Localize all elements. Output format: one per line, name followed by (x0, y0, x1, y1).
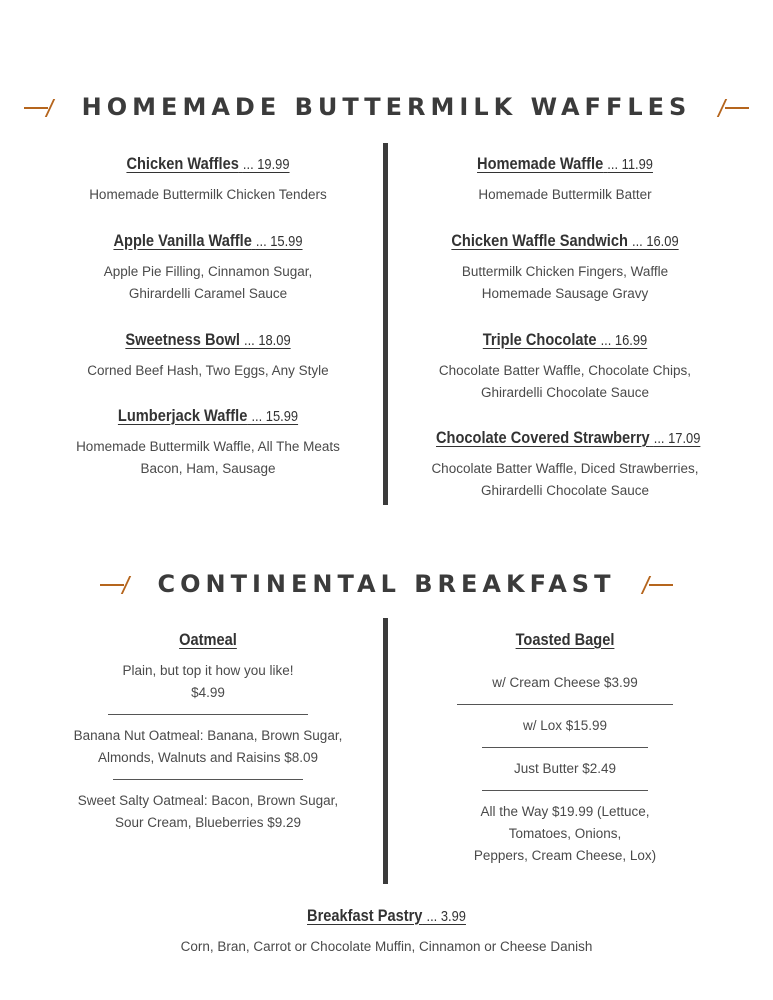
item-description: Corned Beef Hash, Two Eggs, Any Style (87, 363, 329, 378)
item-description: Ghirardelli Caramel Sauce (128, 286, 288, 301)
item-description: Apple Pie Filling, Cinnamon Sugar, (103, 264, 313, 279)
item-name: Lumberjack Waffle ... 15.99 (117, 406, 299, 425)
separator-line (482, 747, 648, 748)
item-description: Chocolate Batter Waffle, Diced Strawberries, (431, 461, 699, 476)
separator-line (482, 790, 648, 791)
item-name: Triple Chocolate ... 16.99 (482, 330, 648, 349)
separator-line (108, 714, 308, 715)
item-description: Bacon, Ham, Sausage (140, 461, 276, 476)
item-name: Homemade Waffle ... 11.99 (477, 154, 653, 173)
item-name: Toasted Bagel (515, 630, 615, 649)
item-name: Chicken Waffles ... 19.99 (126, 154, 290, 173)
item-description: Corn, Bran, Carrot or Chocolate Muffin, Cinnamon or Cheese Danish (180, 939, 593, 954)
bagel-lox: w/ Lox $15.99 (522, 718, 608, 733)
continental-section-title (0, 569, 773, 598)
item-description: Ghirardelli Chocolate Sauce (480, 483, 650, 498)
item-name: Sweetness Bowl ... 18.09 (125, 330, 291, 349)
menu-item-triple-chocolate (415, 330, 715, 404)
bagel-all-the-way: Tomatoes, Onions, (508, 826, 622, 841)
item-description: Ghirardelli Chocolate Sauce (480, 385, 650, 400)
waffles-title-text: HOMEMADE BUTTERMILK WAFFLES (81, 93, 692, 121)
menu-item-apple-vanilla-waffle (58, 231, 358, 305)
item-description: Homemade Buttermilk Batter (478, 187, 652, 202)
bagel-cream-cheese: w/ Cream Cheese $3.99 (492, 675, 638, 690)
oatmeal-salty-line: Sweet Salty Oatmeal: Bacon, Brown Sugar, (77, 793, 339, 808)
oatmeal-banana-line: Banana Nut Oatmeal: Banana, Brown Sugar, (73, 728, 343, 743)
item-description: Chocolate Batter Waffle, Chocolate Chips, (438, 363, 692, 378)
item-name: Chicken Waffle Sandwich ... 16.09 (451, 231, 679, 250)
item-description: Homemade Sausage Gravy (481, 286, 649, 301)
oatmeal-salty-line: Sour Cream, Blueberries $9.29 (114, 815, 302, 830)
continental-column-divider (383, 618, 388, 884)
menu-item-homemade-waffle (415, 154, 715, 206)
item-name: Chocolate Covered Strawberry ... 17.09 (436, 428, 701, 447)
bagel-all-the-way: All the Way $19.99 (Lettuce, (480, 804, 650, 819)
waffles-column-divider (383, 143, 388, 505)
bagel-all-the-way: Peppers, Cream Cheese, Lox) (473, 848, 657, 863)
separator-line (113, 779, 303, 780)
menu-item-sweetness-bowl (58, 330, 358, 382)
oatmeal-banana-line: Almonds, Walnuts and Raisins $8.09 (97, 750, 319, 765)
item-description: Buttermilk Chicken Fingers, Waffle (461, 264, 669, 279)
oatmeal-plain-price: $4.99 (191, 685, 225, 700)
menu-item-breakfast-pastry (0, 906, 773, 958)
menu-item-chicken-waffles (58, 154, 358, 206)
item-description: Homemade Buttermilk Waffle, All The Meats (76, 439, 340, 454)
title-ornament-left-icon (24, 97, 58, 117)
title-ornament-right-icon (715, 97, 749, 117)
menu-item-oatmeal (58, 630, 358, 834)
menu-item-chicken-waffle-sandwich (415, 231, 715, 305)
menu-item-toasted-bagel (415, 630, 715, 867)
menu-item-lumberjack-waffle (58, 406, 358, 480)
oatmeal-plain-line: Plain, but top it how you like! (122, 663, 294, 678)
item-name: Oatmeal (179, 630, 237, 649)
waffles-section-title (0, 92, 773, 121)
menu-item-chocolate-covered-strawberry (415, 428, 715, 502)
item-name: Apple Vanilla Waffle ... 15.99 (113, 231, 303, 250)
item-description: Homemade Buttermilk Chicken Tenders (89, 187, 327, 202)
title-ornament-right-icon (639, 574, 673, 594)
item-name: Breakfast Pastry ... 3.99 (307, 906, 466, 925)
bagel-butter: Just Butter $2.49 (513, 761, 617, 776)
title-ornament-left-icon (100, 574, 134, 594)
continental-title-text: CONTINENTAL BREAKFAST (157, 570, 616, 598)
separator-line (457, 704, 673, 705)
